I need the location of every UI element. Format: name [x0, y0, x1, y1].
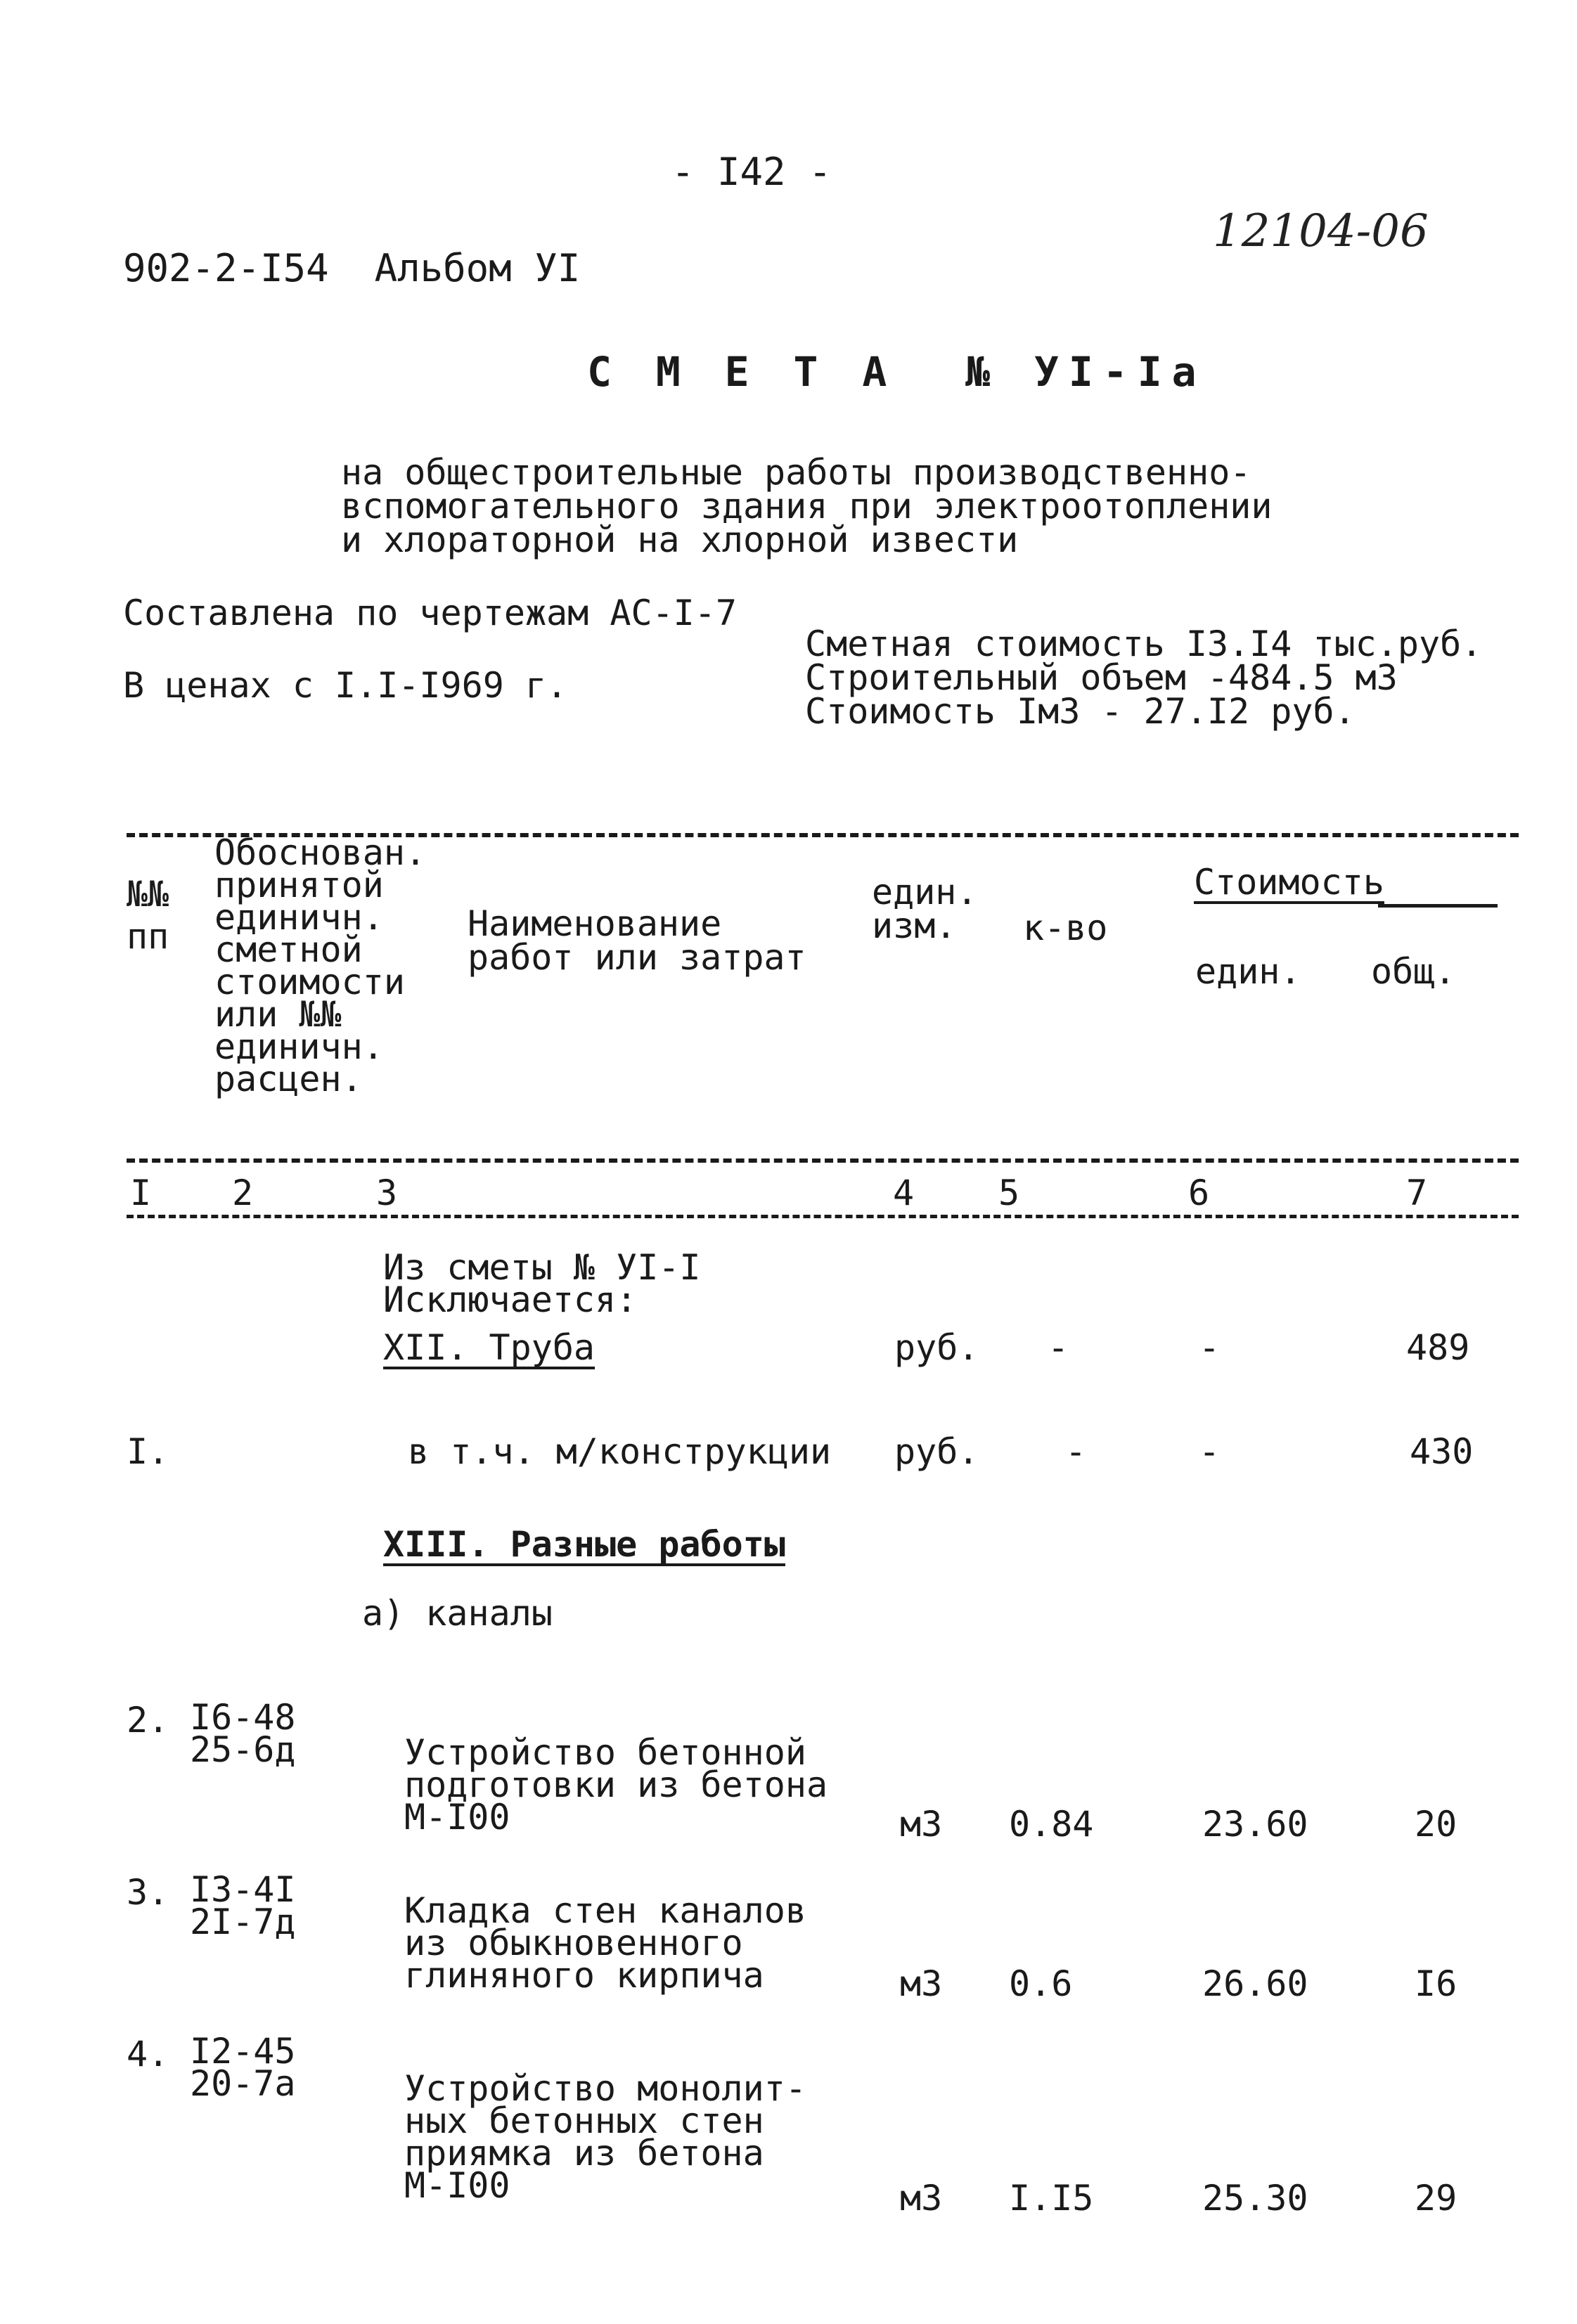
- estimated-cost: Сметная стоимость I3.I4 тыс.руб.: [805, 624, 1483, 664]
- document-title: С М Е Т А № УI-Iа: [587, 348, 1206, 396]
- header-col1-line2: пп: [127, 916, 169, 957]
- row1-total: 430: [1410, 1431, 1474, 1472]
- header-col2-line3: единичн.: [214, 897, 384, 938]
- header-col7: общ.: [1371, 951, 1456, 992]
- row4-num: 4.: [127, 2034, 169, 2074]
- excluded-intro-line1: Из сметы № УI-I: [383, 1247, 701, 1288]
- row1-unit-cost: -: [1199, 1431, 1221, 1472]
- page-number: - I42 -: [671, 150, 832, 194]
- colnum-3: 3: [376, 1173, 398, 1213]
- cost-group-underline: [1378, 904, 1498, 908]
- header-col3-line2: работ или затрат: [468, 937, 806, 978]
- row4-name-2: ных бетонных стен: [404, 2100, 764, 2141]
- header-col4-line1: един.: [872, 872, 978, 912]
- colnum-5: 5: [998, 1173, 1020, 1213]
- header-col2-line8: расцен.: [214, 1059, 363, 1099]
- row4-unit: м3: [900, 2178, 943, 2219]
- row4-unit-cost: 25.30: [1202, 2178, 1308, 2219]
- header-col4-line2: изм.: [872, 905, 957, 946]
- composed-by: Составлена по чертежам АС-I-7: [123, 593, 737, 633]
- subtitle-line-3: и хлораторной на хлорной извести: [341, 519, 1019, 560]
- subtitle-line-1: на общестроительные работы производственно-: [341, 452, 1251, 493]
- colnum-1: I: [130, 1173, 152, 1213]
- colnum-4: 4: [893, 1173, 915, 1213]
- row1-name: в т.ч. м/конструкции: [408, 1431, 832, 1472]
- header-col2-line1: Обоснован.: [214, 832, 427, 873]
- row2-unit-cost: 23.60: [1202, 1804, 1308, 1845]
- section-xii-title: ХII. Труба: [383, 1327, 596, 1368]
- row3-name-1: Кладка стен каналов: [404, 1890, 806, 1931]
- header-col2-line4: сметной: [214, 929, 363, 970]
- row3-basis-1: I3-4I: [190, 1869, 296, 1910]
- header-col2-line7: единичн.: [214, 1026, 384, 1067]
- building-volume: Строительный объем -484.5 м3: [805, 657, 1398, 698]
- section-xii-qty: -: [1048, 1327, 1069, 1368]
- row3-unit: м3: [900, 1963, 943, 2004]
- row4-basis-2: 20-7а: [190, 2063, 296, 2104]
- section-xii-total: 489: [1406, 1327, 1470, 1368]
- row2-basis-1: I6-48: [190, 1697, 296, 1738]
- section-xii-unit: руб.: [894, 1327, 979, 1368]
- row2-name-1: Устройство бетонной: [404, 1732, 806, 1773]
- row1-qty: -: [1065, 1431, 1087, 1472]
- prices-as-of: В ценах с I.I-I969 г.: [123, 665, 568, 706]
- row2-total: 20: [1415, 1804, 1457, 1845]
- row2-qty: 0.84: [1009, 1804, 1094, 1845]
- section-xii-unit-cost: -: [1199, 1327, 1221, 1368]
- header-col2-line6: или №№: [214, 994, 342, 1035]
- cost-per-m3: Стоимость Iм3 - 27.I2 руб.: [805, 691, 1356, 732]
- subtitle-line-2: вспомогательного здания при электроотоплении: [341, 486, 1273, 527]
- row4-name-3: приямка из бетона: [404, 2133, 764, 2174]
- row3-total: I6: [1415, 1963, 1457, 2004]
- row2-num: 2.: [127, 1700, 169, 1741]
- header-col6: един.: [1195, 951, 1301, 992]
- row4-name-1: Устройство монолит-: [404, 2068, 806, 2109]
- section-xiii-sub: а) каналы: [362, 1593, 553, 1634]
- row2-name-3: М-I00: [404, 1797, 510, 1838]
- row3-num: 3.: [127, 1872, 169, 1913]
- header-col5: к-во: [1023, 908, 1108, 948]
- album-reference: 902-2-I54 Альбом УI: [123, 246, 581, 290]
- colnum-7: 7: [1406, 1173, 1428, 1213]
- row4-qty: I.I5: [1009, 2178, 1094, 2219]
- header-col1-line1: №№: [127, 874, 169, 915]
- row3-basis-2: 2I-7д: [190, 1902, 296, 1942]
- colnum-rule: [127, 1215, 1519, 1218]
- row2-unit: м3: [900, 1804, 943, 1845]
- colnum-2: 2: [232, 1173, 254, 1213]
- table-header-rule: [127, 1158, 1519, 1163]
- row4-total: 29: [1415, 2178, 1457, 2219]
- row3-qty: 0.6: [1009, 1963, 1073, 2004]
- row3-name-3: глиняного кирпича: [404, 1955, 764, 1996]
- colnum-6: 6: [1188, 1173, 1210, 1213]
- header-cost-group: Стоимость: [1194, 862, 1384, 903]
- row4-basis-1: I2-45: [190, 2031, 296, 2072]
- header-col2-line5: стоимости: [214, 962, 405, 1002]
- header-col3-line1: Наименование: [468, 903, 722, 944]
- section-xiii-title: ХIII. Разные работы: [383, 1524, 785, 1565]
- row1-num: I.: [127, 1431, 169, 1472]
- row2-basis-2: 25-6д: [190, 1729, 296, 1770]
- row3-name-2: из обыкновенного: [404, 1923, 743, 1963]
- row4-name-4: М-I00: [404, 2165, 510, 2206]
- row3-unit-cost: 26.60: [1202, 1963, 1308, 2004]
- row2-name-2: подготовки из бетона: [404, 1764, 828, 1805]
- excluded-intro-line2: Исключается:: [383, 1279, 638, 1320]
- header-col2-line2: принятой: [214, 865, 384, 905]
- row1-unit: руб.: [894, 1431, 979, 1472]
- handwritten-code: 12104-06: [1213, 205, 1429, 257]
